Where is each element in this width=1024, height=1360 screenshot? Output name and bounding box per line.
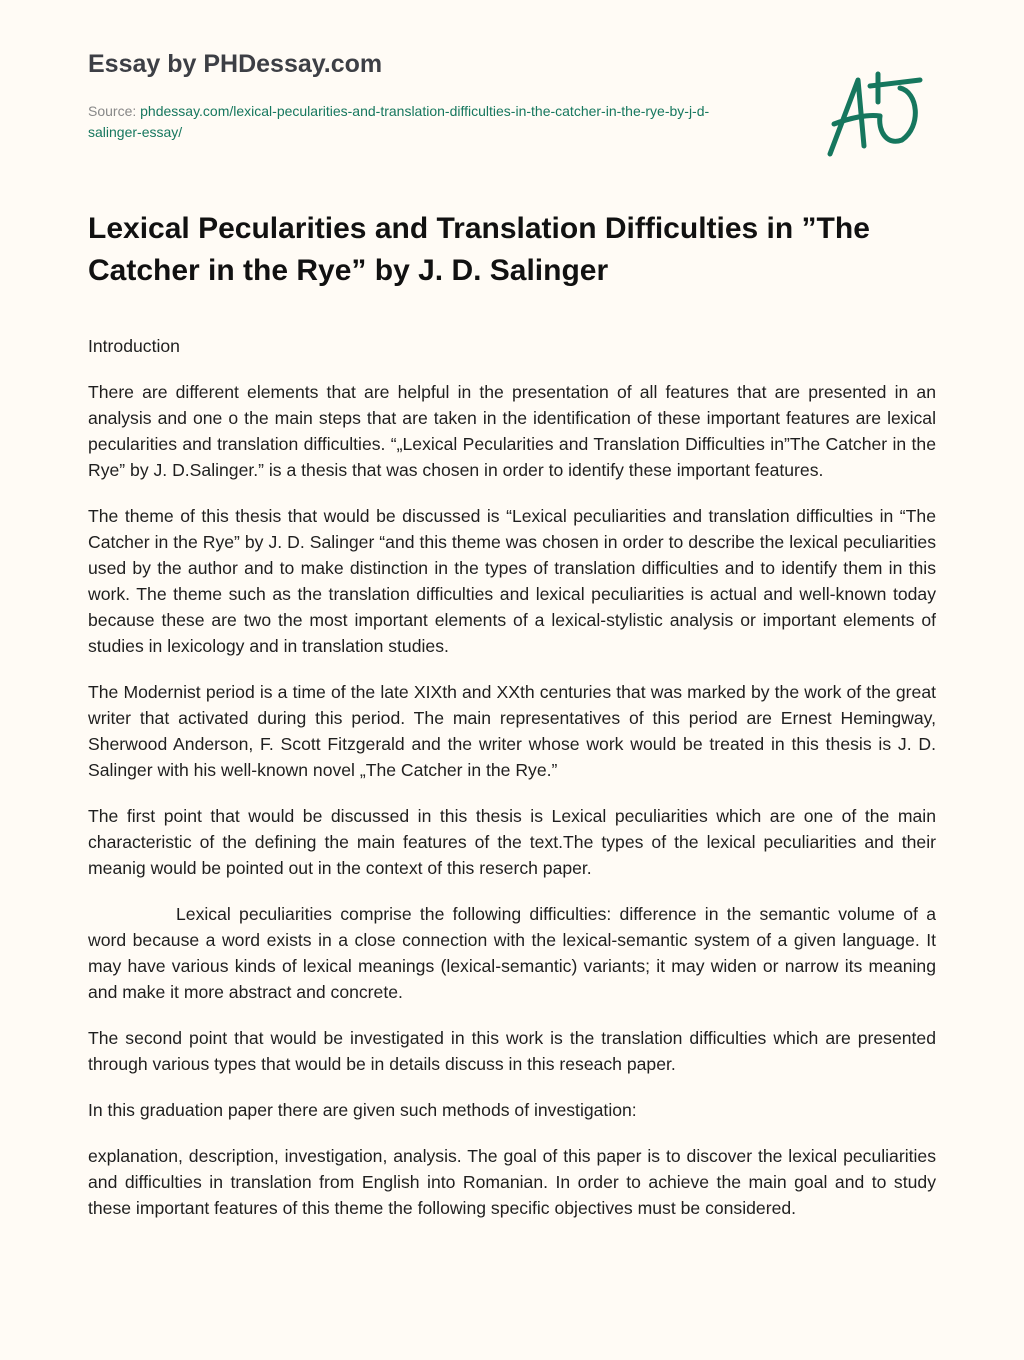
source-link[interactable]: phdessay.com/lexical-pecularities-and-translation-difficulties-in-the-catcher-in-the-rye-by-j-d-salinger-essay/ xyxy=(88,103,710,140)
a-plus-logo-icon xyxy=(820,66,930,166)
site-brand: Essay by PHDessay.com xyxy=(88,50,383,78)
paragraph: In this graduation paper there are given such methods of investigation: xyxy=(88,1100,637,1120)
paragraph: The theme of this thesis that would be discussed is “Lexical peculiarities and translation difficulties in “The Catcher in the Rye” by J. D. Salinger “and this theme was chosen in order to describe the lexical peculiarities used by the author and to make distinction in the types of translation difficulties and to identify them in this work. The theme such as the translation difficulties and lexical peculiarities is actual and well-known today because these are two the most important elements of a lexical-stylistic analysis or important elements of studies in lexicology and in translation studies. xyxy=(88,506,936,656)
essay-title: Lexical Pecularities and Translation Difficulties in ”The Catcher in the Rye” by J. D. Salinger xyxy=(88,212,870,287)
paragraph: The second point that would be investigated in this work is the translation difficulties which are presented through various types that would be in details discuss in this reseach paper. xyxy=(88,1028,936,1074)
paragraph: The Modernist period is a time of the late XIXth and XXth centuries that was marked by the work of the great writer that activated during this period. The main representatives of this period are Ernest Hemingway, Sherwood Anderson, F. Scott Fitzgerald and the writer whose work would be treated in this thesis is J. D. Salinger with his well-known novel „The Catcher in the Rye.” xyxy=(88,682,936,780)
source-line xyxy=(88,101,758,143)
paragraph: explanation, description, investigation, analysis. The goal of this paper is to discover the lexical peculiarities and difficulties in translation from English into Romanian. In order to achieve the main goal and to study these important features of this theme the following specific objectives must be considered. xyxy=(88,1146,936,1218)
essay-body xyxy=(88,333,936,1312)
intro-heading: Introduction xyxy=(88,336,180,356)
source-label: Source: xyxy=(88,103,137,119)
paragraph: Lexical peculiarities comprise the following difficulties: difference in the semantic volume of a word because a word exists in a close connection with the lexical-semantic system of a given language. It may have various kinds of lexical meanings (lexical-semantic) variants; it may widen or narrow its meaning and make it more abstract and concrete. xyxy=(88,904,936,1002)
paragraph: The first point that would be discussed in this thesis is Lexical peculiarities which are one of the main characteristic of the defining the main features of the text.The types of the lexical peculiarities and their meanig would be pointed out in the context of this reserch paper. xyxy=(88,806,936,878)
paragraph: There are different elements that are helpful in the presentation of all features that are presented in an analysis and one o the main steps that are taken in the identification of these important features are lexical pecularities and translation difficulties. “„Lexical Pecularities and Translation Difficulties in”The Catcher in the Rye” by J. D.Salinger.” is a thesis that was chosen in order to identify these important features. xyxy=(88,382,936,480)
